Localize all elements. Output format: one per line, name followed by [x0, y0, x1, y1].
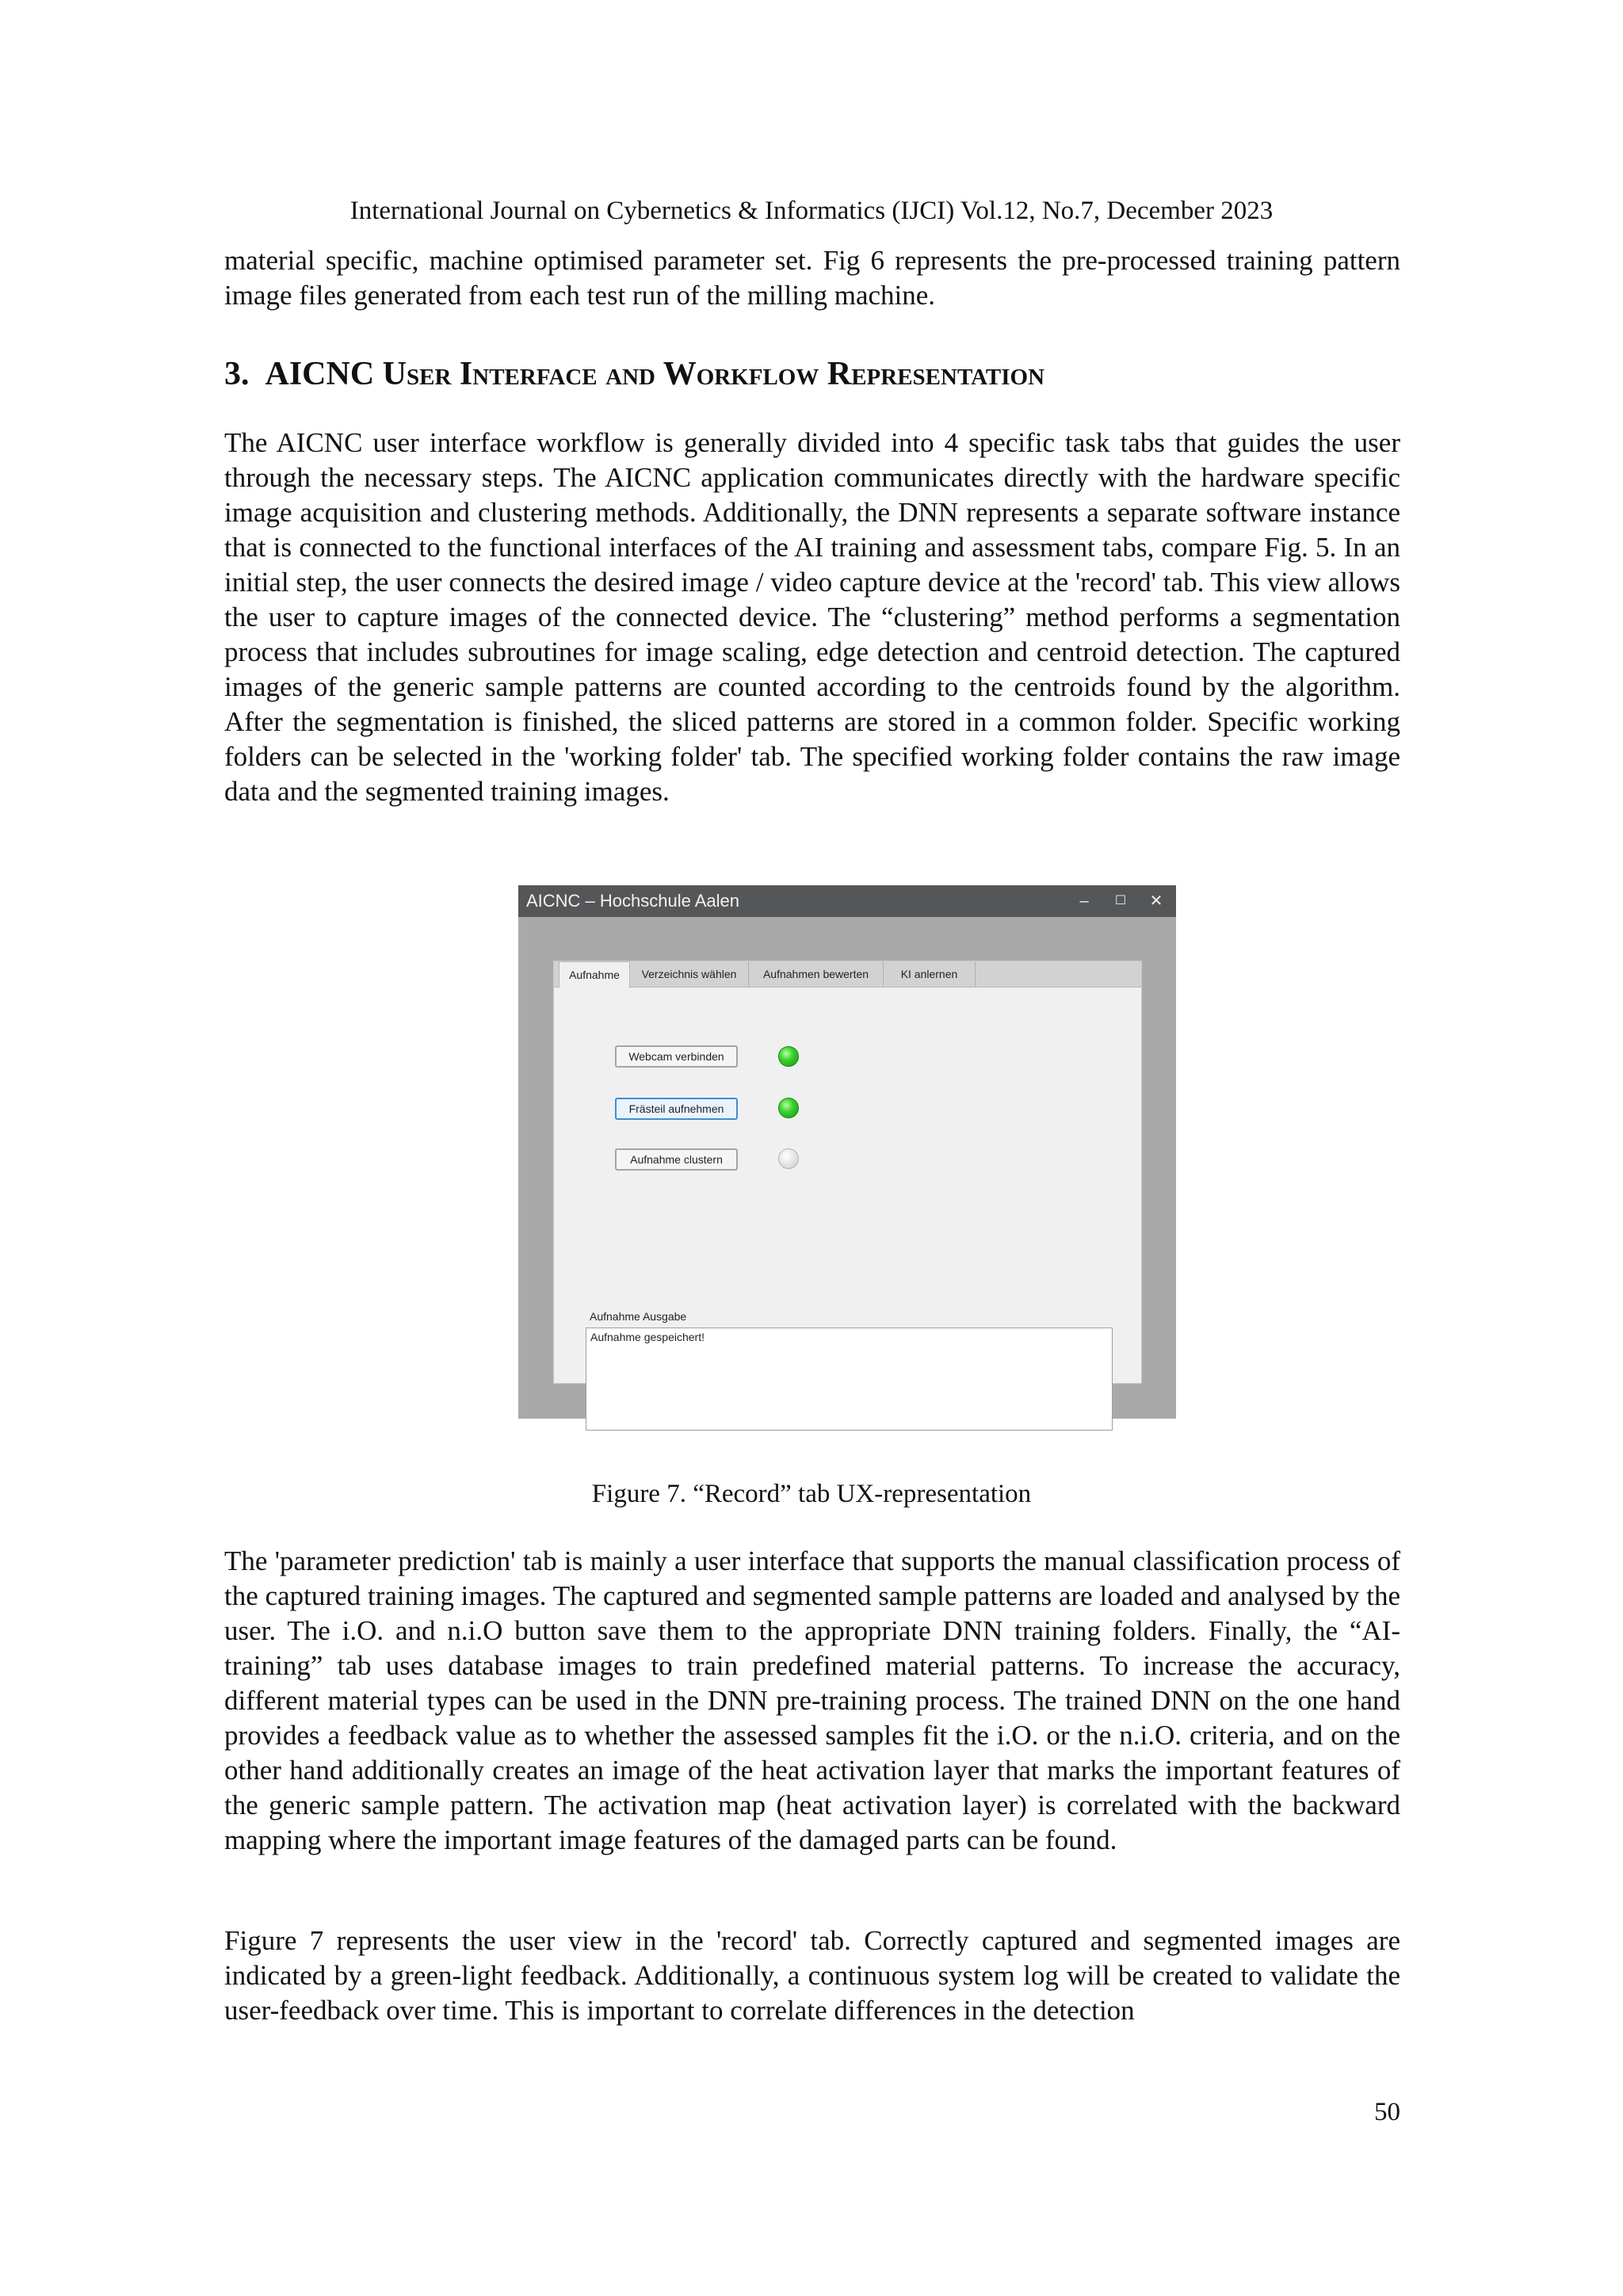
capture-status-light	[778, 1098, 799, 1118]
tab-aufnahmen-bewerten[interactable]: Aufnahmen bewerten	[749, 961, 884, 987]
window-title-bar	[518, 885, 1176, 917]
capture-part-button[interactable]: Frästeil aufnehmen	[615, 1098, 738, 1120]
paragraph-2-text: The 'parameter prediction' tab is mainly a user interface that supports the manual classification process of the captured training images. The captured and segmented sample patterns are loaded and analysed by the user. The i.O. and n.i.O button save them to the appropriate DNN training folders. Finally, the “AI-training” tab uses database images to train predefined material patterns. To increase the accuracy, different material types can be used in the DNN pre-training process. The trained DNN on the one hand provides a feedback value as to whether the assessed samples fit the i.O. or the n.i.O. criteria, and on the other hand additionally creates an image of the heat activation layer that marks the important features of the generic sample pattern. The activation map (heat activation layer) is correlated with the backward mapping where the important image features of the damaged parts can be found.	[224, 1545, 1400, 1855]
paragraph-1	[224, 426, 1400, 809]
figure-app-window	[518, 885, 1176, 1419]
paragraph-3	[224, 1924, 1400, 2028]
section-heading	[224, 354, 1400, 394]
journal-header: International Journal on Cybernetics & Informatics (IJCI) Vol.12, No.7, December 2023	[349, 197, 1274, 225]
paragraph-2	[224, 1544, 1400, 1858]
output-log-text: Aufnahme gespeichert!	[590, 1331, 705, 1343]
webcam-connect-button[interactable]: Webcam verbinden	[615, 1045, 738, 1068]
minimize-icon[interactable]: –	[1079, 892, 1089, 910]
section-title: AICNC User Interface and Workflow Representation	[265, 356, 1045, 392]
tab-verzeichnis-waehlen[interactable]: Verzeichnis wählen	[630, 961, 749, 987]
output-label: Aufnahme Ausgabe	[590, 1310, 687, 1323]
figure-caption: Figure 7. “Record” tab UX-representation	[591, 1480, 1032, 1508]
output-log-box[interactable]	[586, 1328, 1113, 1431]
paragraph-1-text: The AICNC user interface workflow is generally divided into 4 specific task tabs that guides the user through the necessary steps. The AICNC application communicates directly with the hardware specific image acquisition and clustering methods. Additionally, the DNN represents a separate software instance that is connected to the functional interfaces of the AI training and assessment tabs, compare Fig. 5. In an initial step, the user connects the desired image / video capture device at the 'record' tab. This view allows the user to capture images of the connected device. The “clustering” method performs a segmentation process that includes subroutines for image scaling, edge detection and centroid detection. The captured images of the generic sample patterns are counted according to the centroids found by the algorithm. After the segmentation is finished, the sliced patterns are stored in a common folder. Specific working folders can be selected in the 'working folder' tab. The specified working folder contains the raw image data and the segmented training images.	[224, 427, 1400, 807]
cluster-capture-button[interactable]: Aufnahme clustern	[615, 1148, 738, 1171]
intro-paragraph	[224, 243, 1400, 313]
maximize-icon[interactable]: ☐	[1114, 894, 1127, 907]
page-number: 50	[1374, 2098, 1400, 2126]
connect-status-light	[778, 1046, 799, 1067]
paragraph-3-text: Figure 7 represents the user view in the 'record' tab. Correctly captured and segmented images are indicated by a green-light feedback. Additionally, a continuous system log will be created to validate the user-feedback over time. This is important to correlate differences in the detection	[224, 1925, 1400, 2026]
window-title: AICNC – Hochschule Aalen	[526, 891, 740, 911]
close-icon[interactable]: ✕	[1149, 892, 1163, 910]
tab-ki-anlernen[interactable]: KI anlernen	[884, 961, 976, 987]
cluster-status-light	[778, 1148, 799, 1169]
intro-text: material specific, machine optimised parameter set. Fig 6 represents the pre-processed training pattern image files generated from each test run of the milling machine.	[224, 245, 1400, 311]
tab-strip	[554, 961, 1141, 988]
tab-aufnahme[interactable]: Aufnahme	[559, 961, 630, 988]
tab-panel	[553, 961, 1142, 1384]
section-number: 3.	[224, 356, 250, 392]
